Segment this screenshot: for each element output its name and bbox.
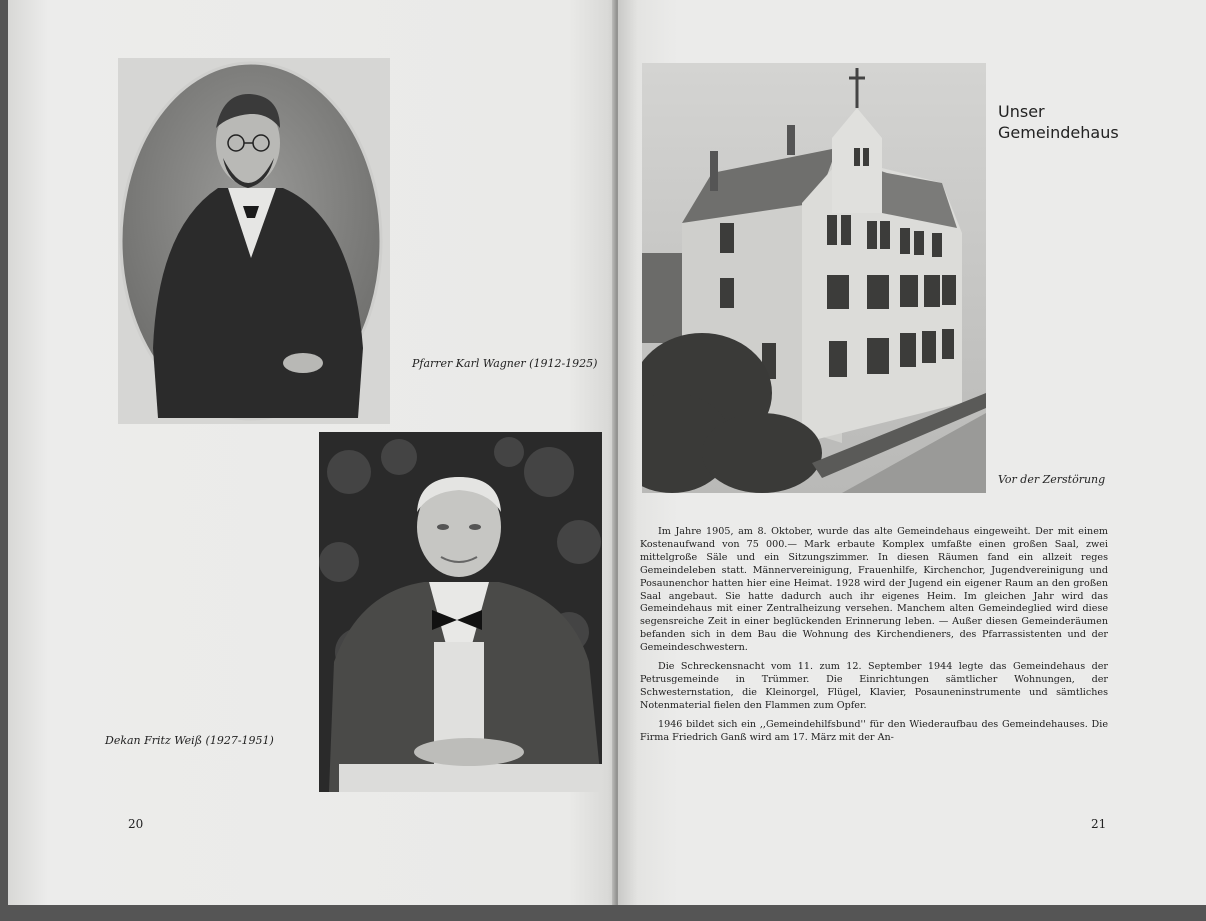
- page-number-right: 21: [1091, 817, 1107, 831]
- body-text: [640, 526, 1108, 751]
- right-page: [618, 0, 1206, 905]
- gemeindehaus-photo: [642, 63, 986, 493]
- left-page: [8, 0, 618, 905]
- page-number-left: 20: [128, 817, 144, 831]
- title-line1: Unser: [998, 102, 1045, 121]
- paragraph-2: Die Schreckensnacht vom 11. zum 12. September 1944 legte das Gemeindehaus der Petrusgemeinde in Trümmer. Die Einrichtungen sämtlicher Wohnungen, der Schwesternstation, die Kleinorgel, Flügel, Klavier, Posauneninstrumente und sämtliches Notenmaterial fielen den Flammen zum Opfer.: [640, 661, 1108, 711]
- paragraph-3: 1946 bildet sich ein ,,Gemeindehilfsbund'' für den Wiederaufbau des Gemeindehauses. Die Firma Friedrich Ganß wird am 17. März mit der An-: [640, 718, 1108, 743]
- photo-caption: Vor der Zerstörung: [998, 473, 1106, 486]
- portrait2-caption: Dekan Fritz Weiß (1927-1951): [105, 734, 274, 747]
- section-title: [998, 101, 1119, 143]
- portrait1-caption: Pfarrer Karl Wagner (1912-1925): [412, 357, 598, 370]
- title-line2: Gemeindehaus: [998, 123, 1119, 142]
- portrait-photo-weiss: [319, 432, 602, 792]
- paragraph-1: Im Jahre 1905, am 8. Oktober, wurde das alte Gemeindehaus eingeweiht. Der mit einem Kostenaufwand von 75 000.— Mark erbaute Komplex umfaßte einen großen Saal, zwei mittelgroße Säle und ein Sitzungszimmer. In diesen Räumen fand ein allzeit reges Gemeindeleben statt. Männervereinigung, Frauenhilfe, Kirchenchor, Jugendvereinigung und Posaunenchor hatten hier eine Heimat. 1928 wird der Jugend ein eigener Raum an den großen Saal angebaut. Sie hatte dadurch auch ihr eigenes Heim. Im gleichen Jahr wird das Gemeindehaus mit einer Zentralheizung versehen. Manchem alten Gemeindeglied wird diese segensreiche Zeit in einer beglückenden Erinnerung leben. — Außer diesen Gemeinderäumen befanden sich in dem Bau die Wohnung des Kirchendieners, des Pfarrassistenten und der Gemeindeschwestern.: [640, 526, 1108, 654]
- portrait-photo-wagner: [118, 58, 390, 424]
